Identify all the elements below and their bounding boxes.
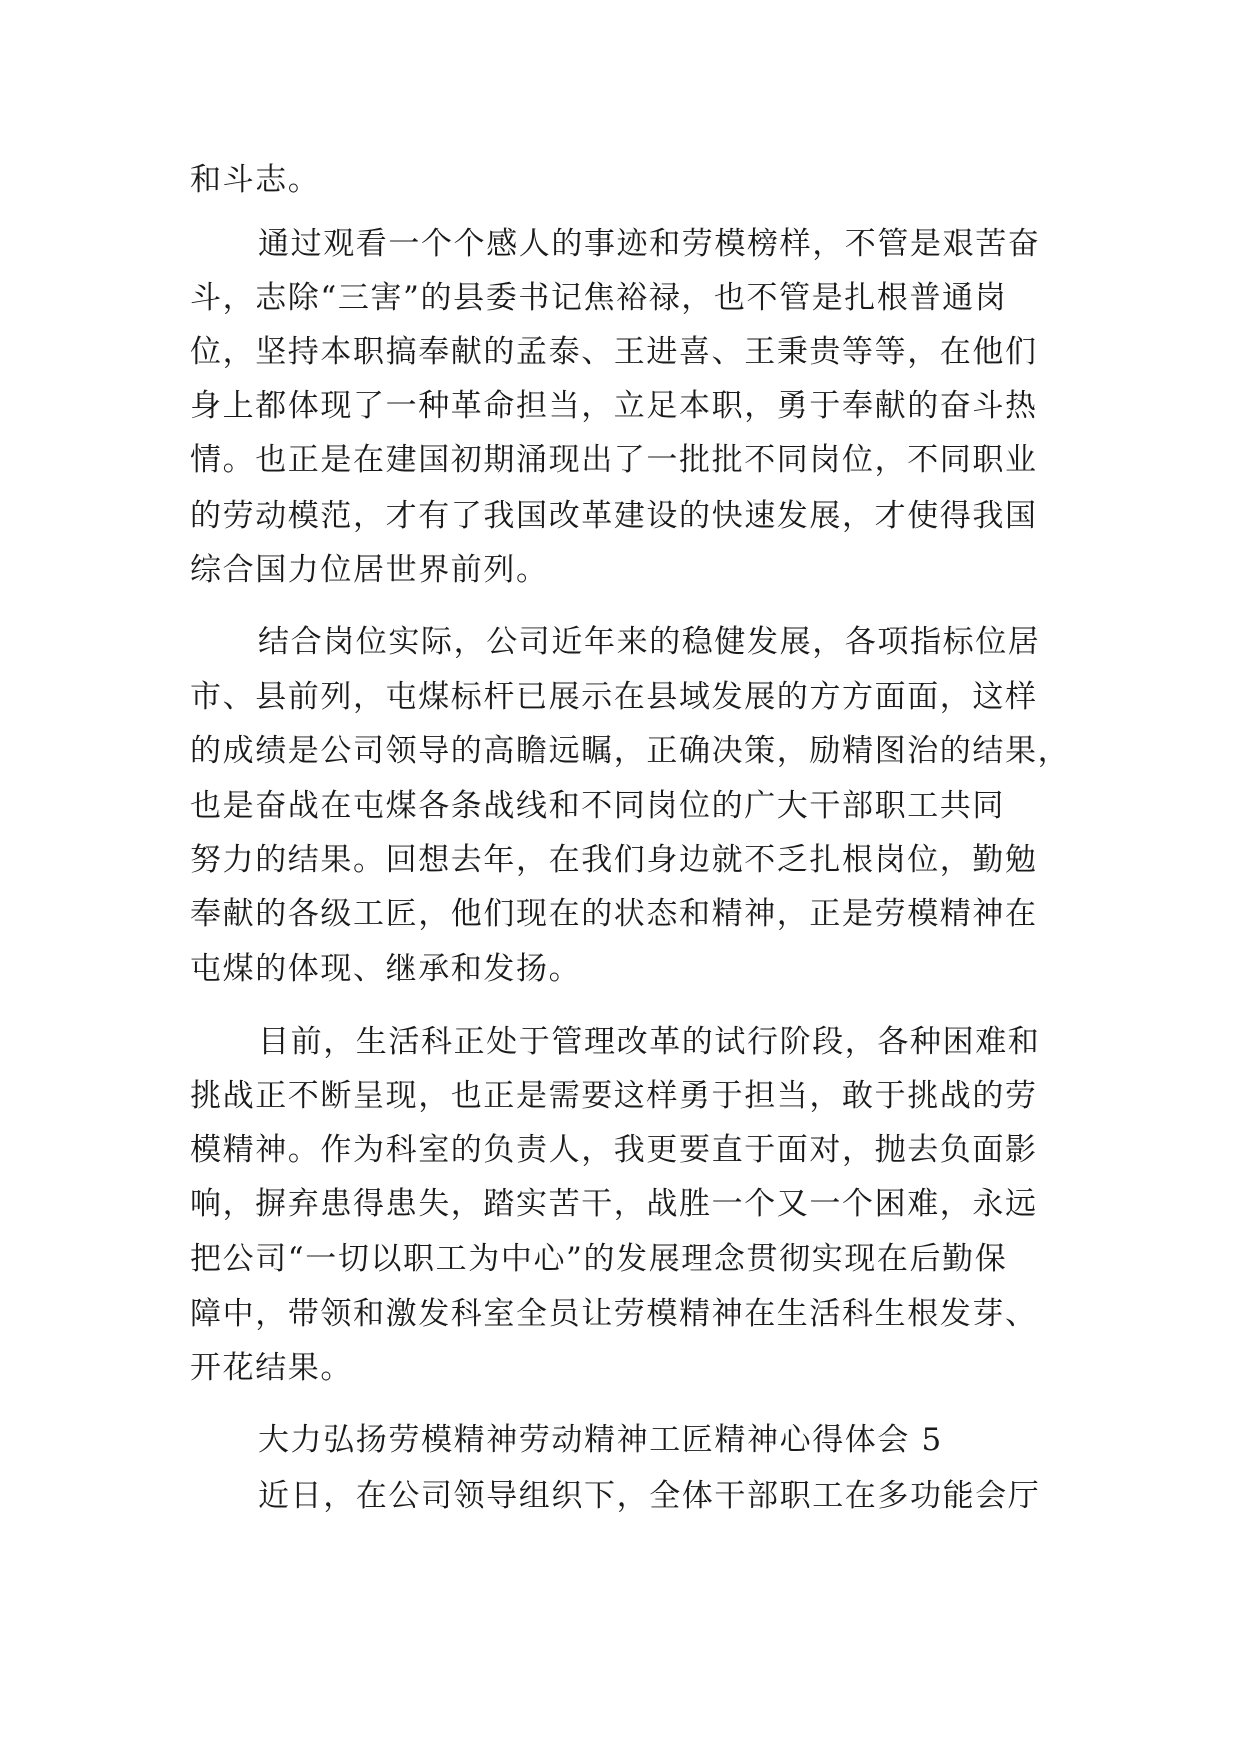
- text-line: 市、县前列，屯煤标杆已展示在县域发展的方方面面，这样: [190, 679, 1038, 715]
- paragraph-first-line: 结合岗位实际，公司近年来的稳健发展，各项指标位居: [258, 624, 1041, 660]
- text-line: 的劳动模范，才有了我国改革建设的快速发展，才使得我国: [190, 498, 1038, 534]
- text-line: 响，摒弃患得患失，踏实苦干，战胜一个又一个困难，永远: [190, 1186, 1038, 1222]
- text-line: 情。也正是在建国初期涌现出了一批批不同岗位，不同职业: [190, 442, 1038, 478]
- text-line: 和斗志。: [190, 162, 321, 198]
- text-line: 开花结果。: [190, 1350, 353, 1386]
- text-line: 努力的结果。回想去年，在我们身边就不乏扎根岗位，勤勉: [190, 842, 1038, 878]
- text-line: 屯煤的体现、继承和发扬。: [190, 951, 582, 987]
- text-line: 把公司“一切以职工为中心”的发展理念贯彻实现在后勤保: [190, 1241, 1008, 1277]
- text-line: 模精神。作为科室的负责人，我更要直于面对，抛去负面影: [190, 1132, 1038, 1168]
- text-line: 挑战正不断呈现，也正是需要这样勇于担当，敢于挑战的劳: [190, 1078, 1038, 1114]
- text-line: 综合国力位居世界前列。: [190, 552, 549, 588]
- paragraph-first-line: 通过观看一个个感人的事迹和劳模榜样，不管是艰苦奋: [258, 226, 1041, 262]
- text-line: 奉献的各级工匠，他们现在的状态和精神，正是劳模精神在: [190, 896, 1038, 932]
- paragraph-first-line: 目前，生活科正处于管理改革的试行阶段，各种困难和: [258, 1024, 1041, 1060]
- paragraph-first-line: 近日，在公司领导组织下，全体干部职工在多功能会厅: [258, 1478, 1041, 1514]
- text-line: 障中，带领和激发科室全员让劳模精神在生活科生根发芽、: [190, 1296, 1038, 1332]
- text-line: 斗，志除“三害”的县委书记焦裕禄，也不管是扎根普通岗: [190, 280, 1008, 316]
- text-line: 身上都体现了一种革命担当，立足本职，勇于奉献的奋斗热: [190, 388, 1038, 424]
- text-line: 也是奋战在屯煤各条战线和不同岗位的广大干部职工共同: [190, 788, 1005, 824]
- text-line: 位，坚持本职搞奉献的孟泰、王进喜、王秉贵等等，在他们: [190, 334, 1038, 370]
- section-heading: 大力弘扬劳模精神劳动精神工匠精神心得体会 5: [258, 1422, 943, 1458]
- text-line: 的成绩是公司领导的高瞻远瞩，正确决策，励精图治的结果，: [190, 733, 1071, 769]
